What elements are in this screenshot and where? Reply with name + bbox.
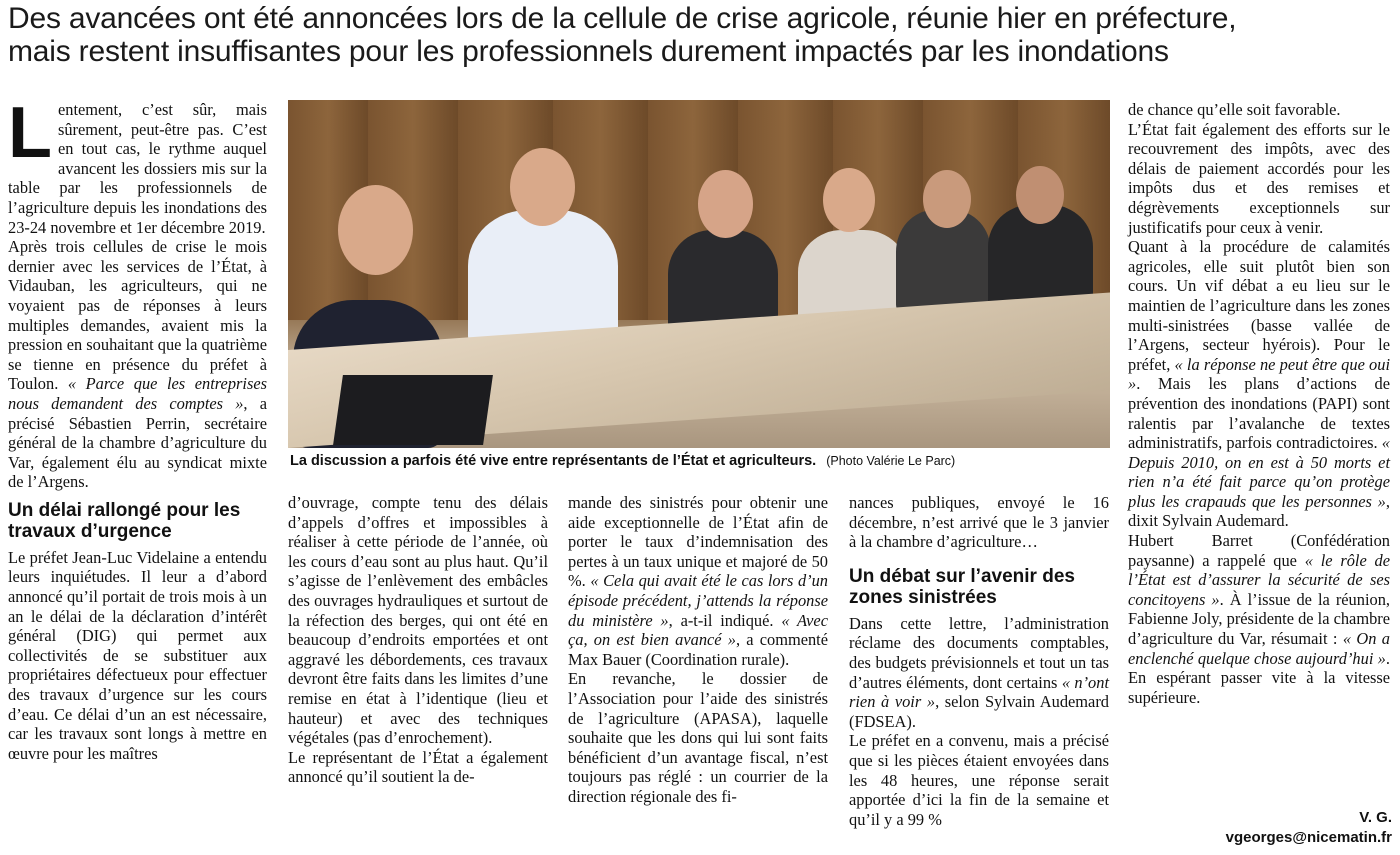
column-5	[1128, 100, 1390, 707]
author-signature	[1226, 808, 1392, 848]
headline	[8, 2, 1398, 68]
column-1	[8, 93, 267, 763]
lead-paragraph: Lentement, c’est sûr, mais sûrement, peut-être pas. C’est en tout cas, le rythme auquel avancent les dossiers mis sur la table par les professionnels de l’agriculture depuis les inondations des 23-24 novembre et 1er décembre 2019.	[8, 93, 267, 237]
column-4	[849, 493, 1109, 829]
paragraph: Le préfet Jean-Luc Videlaine a entendu leurs inquiétudes. Il leur a d’abord annoncé qu’il portait de trois mois à un an le délai de la déclaration d’intérêt général (DIG) qui permet aux collectivités de se substituer aux propriétaires défectueux pour effectuer des travaux d’urgence sur les cours d’eau. Ce délai d’un an est nécessaire, car les travaux sont longs à mettre en œuvre pour les maîtres	[8, 547, 267, 763]
quote: « Cela qui avait été le cas lors d’un épisode précédent, j’attends la réponse du ministère »	[568, 571, 828, 630]
paragraph: En revanche, le dossier de l’Association pour l’aide des sinistrés de l’agriculture (APASA), laquelle souhaite que les dons qui lui sont faits bénéficient d’un avantage fiscal, n’est toujours pas réglé : un courrier de la direction régionale des fi-	[568, 669, 828, 806]
paragraph: d’ouvrage, compte tenu des délais d’appels d’offres et impossibles à réaliser à cette période de l’année, où les cours d’eau sont au plus haut. Qu’il s’agisse de l’enlèvement des embâcles des ouvrages hydrauliques et surtout de la réfection des berges, qui ont été en beaucoup d’endroits emportées et ont aggravé les débordements, ces travaux devront être faits dans les limites d’une remise en état à l’identique (lieu et hauteur) et avec des techniques végétales (pas d’enrochement).	[288, 493, 548, 748]
drop-cap: L	[8, 93, 52, 173]
paragraph: Après trois cellules de crise le mois dernier avec les services de l’État, à Vidauban, les agriculteurs, qui ne voyaient pas de réponses à leurs multiples demandes, avaient mis la pression en souhaitant que la quatrième se tienne en présence du préfet à Toulon. « Parce que les entreprises nous demandent des comptes », a précisé Sébastien Perrin, secrétaire général de la chambre d’agriculture du Var, également élu au syndicat mixte de l’Argens.	[8, 237, 267, 492]
column-2	[288, 493, 548, 787]
paragraph: Dans cette lettre, l’administration réclame des documents comptables, des budgets prévisionnels et tout un tas d’autres éléments, dont certains « n’ont rien à voir », selon Sylvain Audemard (FDSEA).	[849, 613, 1109, 731]
column-3	[568, 493, 828, 807]
quote: « Depuis 2010, on en est à 50 morts et rien n’a été fait parce qu’on protège plus les crapauds que les personnes »	[1128, 433, 1390, 511]
quote: « Parce que les entreprises nous demandent des comptes »	[8, 374, 267, 413]
caption-text: La discussion a parfois été vive entre représentants de l’État et agriculteurs.	[290, 453, 817, 469]
quote: « le rôle de l’État est d’assurer la sécurité de ses concitoyens »	[1128, 550, 1390, 609]
quote: « n’ont rien à voir »	[849, 672, 1109, 712]
paragraph: Hubert Barret (Confédération paysanne) a rappelé que « le rôle de l’État est d’assurer la sécurité de ses concitoyens ». À l’issue de la réunion, Fabienne Joly, présidente de la chambre d’agriculture du Var, résumait : « On a enclenché quelque chose aujourd’hui ». En espérant passer vite à la vitesse supérieure.	[1128, 531, 1391, 707]
paragraph: Quant à la procédure de calamités agricoles, elle suit plutôt bien son cours. Un vif débat a eu lieu sur le maintien de l’agriculture dans les zones multi-sinistrées (basse vallée de l’Argens, secteur hyérois). Pour le préfet, « la réponse ne peut être que oui ». Mais les plans d’actions de prévention des inondations (PAPI) sont ralentis par l’avalanche de textes administratifs, parfois contradictoires. « Depuis 2010, on en est à 50 morts et rien n’a été fait parce qu’on protège plus les crapauds que les personnes », dixit Sylvain Audemard.	[1128, 237, 1390, 531]
paragraph: Le représentant de l’État a également annoncé qu’il soutient la de-	[288, 747, 548, 787]
author-initials: V. G.	[1359, 809, 1392, 826]
paragraph: nances publiques, envoyé le 16 décembre, n’est arrivé que le 3 janvier à la chambre d’agriculture…	[849, 493, 1109, 552]
quote: « la réponse ne peut être que oui »	[1128, 354, 1390, 394]
paragraph: mande des sinistrés pour obtenir une aide exceptionnelle de l’État afin de porter le taux d’indemnisation des pertes à un taux unique et majoré de 50 %. « Cela qui avait été le cas lors d’un épisode précédent, j’attends la réponse du ministère », a-t-il indiqué. « Avec ça, on est bien avancé », a commenté Max Bauer (Coordination rurale).	[568, 493, 828, 669]
quote: « On a enclenché quelque chose aujourd’hui »	[1128, 629, 1390, 668]
photo-caption	[290, 452, 1110, 469]
paragraph: L’État fait également des efforts sur le recouvrement des impôts, avec des délais de paiement accordés pour les impôts dus et des remises et dégrèvements exceptionnels sur justificatifs pour ceux à venir.	[1128, 119, 1390, 237]
author-email[interactable]: vgeorges@nicematin.fr	[1225, 829, 1392, 846]
article-photo	[288, 100, 1110, 448]
subheading: Un délai rallongé pour les travaux d’urgence	[8, 499, 241, 542]
headline-line-2: mais restent insuffisantes pour les professionnels durement impactés par les inondations	[8, 35, 1169, 68]
subheading: Un débat sur l’avenir des zones sinistrées	[849, 565, 1075, 608]
paragraph: de chance qu’elle soit favorable.	[1128, 100, 1341, 119]
quote: « Avec ça, on est bien avancé »	[568, 610, 828, 650]
laptop	[333, 375, 493, 445]
paragraph: Le préfet en a convenu, mais a précisé que si les pièces étaient envoyées dans les 48 heures, une réponse serait apportée d’ici la fin de la semaine et qu’il y a 99 %	[849, 731, 1109, 829]
headline-line-1: Des avancées ont été annoncées lors de la cellule de crise agricole, réunie hier en préfecture,	[8, 2, 1237, 35]
photo-credit: (Photo Valérie Le Parc)	[826, 454, 956, 468]
